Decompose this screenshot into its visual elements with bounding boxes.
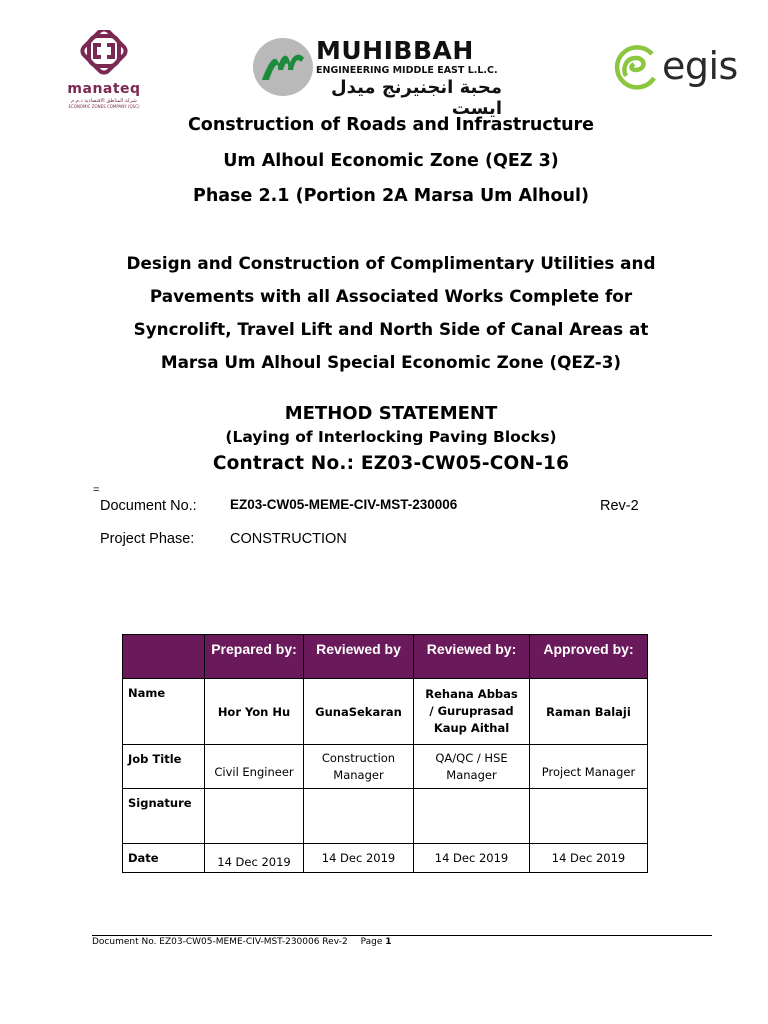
date-cell: 14 Dec 2019 [205, 844, 304, 873]
document-no-value: EZ03-CW05-MEME-CIV-MST-230006 [230, 497, 458, 512]
approval-table-header-row [123, 635, 648, 679]
project-title-line: Phase 2.1 (Portion 2A Marsa Um Alhoul) [193, 186, 589, 206]
project-title [0, 108, 768, 215]
footer-page-label: Page [360, 937, 383, 947]
signature-cell [530, 789, 648, 844]
contract-number: Contract No.: EZ03-CW05-CON-16 [212, 453, 570, 474]
manateq-emblem-icon [56, 30, 152, 82]
project-title-line: Construction of Roads and Infrastructure [187, 115, 595, 135]
document-no-label: Document No.: [100, 498, 197, 514]
muhibbah-logo-arabic: محبة انجنيرنج ميدل ايست [331, 77, 502, 119]
revision: Rev-2 [600, 498, 639, 514]
manateq-logo-tagline-en: ECONOMIC ZONES COMPANY (QSC) [68, 104, 140, 109]
approval-row-job-title [123, 745, 648, 789]
project-scope-line: Marsa Um Alhoul Special Economic Zone (QEZ-3) [160, 352, 622, 372]
project-scope-line: Pavements with all Associated Works Complete for [149, 286, 633, 306]
manateq-logo-name: manateq [67, 81, 141, 97]
job-title-cell: Project Manager [530, 745, 648, 789]
egis-emblem-icon [612, 42, 660, 94]
name-cell: GunaSekaran [304, 679, 414, 745]
footer [92, 937, 392, 947]
manateq-logo-tagline-ar: شركة المناطق الاقتصادية ذ.م.م [71, 98, 137, 104]
signature-cell [414, 789, 530, 844]
approval-header-reviewed-by-2: Reviewed by: [414, 635, 530, 679]
egis-logo-name: egis [662, 44, 738, 88]
signature-cell [205, 789, 304, 844]
job-title-cell: QA/QC / HSE Manager [414, 745, 530, 789]
muhibbah-logo [252, 34, 508, 119]
muhibbah-emblem-icon [252, 36, 314, 98]
approval-row-date [123, 844, 648, 873]
approval-header-reviewed-by: Reviewed by [304, 635, 414, 679]
project-title-line: Um Alhoul Economic Zone (QEZ 3) [223, 150, 559, 171]
project-scope-line: Design and Construction of Complimentary Utilities and [126, 253, 656, 273]
project-scope [0, 247, 768, 379]
row-label-job-title: Job Title [123, 745, 205, 789]
approval-header-blank [123, 635, 205, 679]
name-cell: Rehana Abbas / Guruprasad Kaup Aithal [414, 679, 530, 745]
marker-glyph: = [93, 484, 100, 496]
egis-logo [612, 40, 752, 100]
date-cell: 14 Dec 2019 [530, 844, 648, 873]
job-title-cell: Civil Engineer [205, 745, 304, 789]
footer-page-number: 1 [385, 937, 392, 947]
date-cell: 14 Dec 2019 [304, 844, 414, 873]
job-title-cell: Construction Manager [304, 745, 414, 789]
footer-doc-ref: Document No. EZ03-CW05-MEME-CIV-MST-230006 Rev-2 [92, 937, 348, 947]
row-label-signature: Signature [123, 789, 205, 844]
footer-divider [92, 935, 712, 936]
document-subject: (Laying of Interlocking Paving Blocks) [225, 428, 557, 446]
signature-cell [304, 789, 414, 844]
approval-header-prepared-by: Prepared by: [205, 635, 304, 679]
name-cell: Hor Yon Hu [205, 679, 304, 745]
project-phase-value: CONSTRUCTION [230, 531, 347, 547]
muhibbah-logo-subtitle: ENGINEERING MIDDLE EAST L.L.C. [316, 65, 498, 76]
muhibbah-logo-name: MUHIBBAH [316, 36, 474, 65]
approval-row-signature [123, 789, 648, 844]
approval-header-approved-by: Approved by: [530, 635, 648, 679]
approval-row-name [123, 679, 648, 745]
row-label-name: Name [123, 679, 205, 745]
project-scope-line: Syncrolift, Travel Lift and North Side of Canal Areas at [133, 319, 649, 339]
name-cell: Raman Balaji [530, 679, 648, 745]
date-cell: 14 Dec 2019 [414, 844, 530, 873]
approval-table [122, 634, 648, 873]
row-label-date: Date [123, 844, 205, 873]
document-type: METHOD STATEMENT [284, 403, 498, 424]
manateq-logo [56, 30, 152, 108]
project-phase-label: Project Phase: [100, 531, 195, 547]
